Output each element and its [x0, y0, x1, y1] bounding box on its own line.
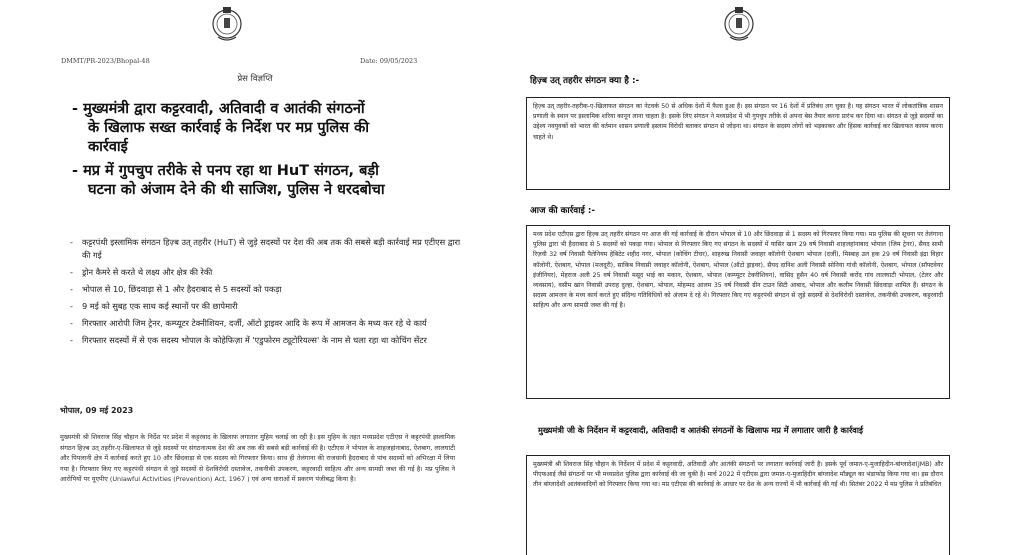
section-title-what-is-hut: हिज़्ब उत् तहरीर संगठन क्या है :- [530, 76, 640, 86]
police-emblem-icon [210, 4, 244, 44]
list-item: - कट्टरपंथी इस्लामिक संगठन हिज़्ब उत् तहरीर (HuT) से जुड़े सदस्यों पर देश की अब तक की सबसे बड़ी कार्रवाई मप्र एटीएस द्वारा की गई [70, 237, 461, 260]
press-release-page-2 [514, 0, 1024, 555]
release-date: Date: 09/05/2023 [360, 57, 418, 65]
section-title-continued-action: मुख्यमंत्री जी के निर्देशन में कट्टरवादी, अतिवादी व आतंकी संगठनों के खिलाफ मप्र में लगातार जारी है कार्रवाई [538, 425, 863, 435]
headline-2: - मप्र में गुपचुप तरीके से पनप रहा था HuT संगठन, बड़ी घटना को अंजाम देने की थी साजिश, पुलिस ने धरदबोचा [72, 163, 385, 198]
section-box-continued-action: मुख्यमंत्री श्री शिवराज सिंह चौहान के निर्देशन में प्रदेश में कट्टरवादी, अतिवादी और आतंकी संगठनों पर लगातार कार्रवाई जारी है। इसके पूर्व जमात-ए-मुजाहिदीन-बांग्लादेश(JMB) और पीएफआई जैसे संगठनों पर भी मध्यप्रदेश पुलिस द्वारा कार्रवाई की जा चुकी है। मार्च 2022 में एटीएस द्वारा जमात-ए-मुजाहिदीन बांग्लादेश मॉड्यूल का भंडाफोड़ किया गया था। इस दौरान तीन बांग्लादेशी आतंकवादियों को गिरफ्तार किया गया था। मप्र एटीएस की कार्रवाई के आधार पर देश के अन्य राज्यों में भी कार्रवाई की गई थी। सितंबर 2022 में मप्र पुलिस ने प्रतिबंधित [526, 455, 950, 555]
section-title-todays-action: आज की कार्रवाई :- [530, 206, 596, 216]
section-box-what-is-hut: हिज़्ब उत् तहरीर-तहरीक-ए-खिलाफत संगठन का नेटवर्क 50 से अधिक देशों में फैला हुआ है। इस संगठन पर 16 देशों में प्रतिबंध लग चुका है। यह संगठन भारत में लोकतांत्रिक शासन प्रणाली के स्थान पर इस्लामिक शरिया कानून लाना चाहता है। इसके लिए संगठन ने मध्यप्रदेश में भी गुपचुप तरीके से अपना बेस तैयार करना प्रारंभ कर दिया था। संगठन से जुड़े सदस्यों का उद्देश्य नवयुवकों को भारत की वर्तमान शासन प्रणाली इस्लाम विरोधी बताकर संगठन से जोड़ना था। संगठन के सदस्य लोगों को भड़काकर और हिंसक कार्रवाई कर खिलाफत कायम करना चाहते थे। [526, 97, 950, 190]
dateline: भोपाल, 09 मई 2023 [60, 406, 134, 415]
list-item: - गिरफ्तार आरोपी जिम ट्रेनर, कम्प्यूटर टेक्नीशियन, दर्जी, ऑटो ड्राइवर आदि के रूप में आमजन के मध्य कर रहे थे कार्य [70, 318, 427, 328]
body-paragraph: मुख्यमंत्री श्री शिवराज सिंह चौहान के निर्देश पर प्रदेश में कट्टरवाद के खिलाफ लगातार मुहिम चलाई जा रही है। इस मुहिम के तहत मध्यप्रदेश एटीएस ने कट्टरपंथी इस्लामिक संगठन हिज़्ब उत् तहरीर-ए-खिलाफत से जुड़े सदस्यों पर संगठनात्मक देश की अब तक की सबसे बड़ी कार्रवाई की है। एटीएस ने भोपाल के शाहजहांनाबाद, ऐशबाग, लालघाटी और पिपलानी क्षेत्र में कार्रवाई करते हुए 10 और छिंदवाड़ा से एक सदस्य को गिरफ्तार किया। साथ ही तेलंगाना की राजधानी हैदराबाद से पांच सदस्यों को अभिरक्षा में लिया गया है। गिरफ्तार किए गए कट्टरपंथी संगठन से जुड़े सदस्यों से देशविरोधी दस्तावेज, तकनीकी उपकरण, कट्टरवादी साहित्य और अन्य सामग्री जब्त की गई है। मप्र पुलिस ने आरोपियों पर यूएपीए (Unlawful Activities (Prevention) Act, 1967 ) एवं अन्य धाराओं में प्रकरण पंजीबद्ध किया है। [60, 433, 455, 484]
list-item: - गिरफ्तार सदस्यों में से एक सदस्य भोपाल के कोहेफिज़ा में 'एडुफोरम ट्यूटोरियल्स' के नाम से चला रहा था कोचिंग सेंटर [70, 335, 427, 345]
headline-1: - मुख्यमंत्री द्वारा कट्टरवादी, अतिवादी व आतंकी संगठनों के खिलाफ सख्त कार्रवाई के निर्देश पर मप्र पुलिस की कार्रवाई [72, 101, 369, 155]
list-item: - 9 मई को सुबह एक साथ कई स्थानों पर की छापेमारी [70, 301, 238, 311]
reference-number: DMMT/PR-2023/Bhopal-48 [61, 57, 150, 65]
key-points-list [70, 236, 470, 351]
list-item: - भोपाल से 10, छिंदवाड़ा से 1 और हैदराबाद से 5 सदस्यों को पकड़ा [70, 284, 282, 294]
document-type: प्रेस विज्ञप्ति [237, 74, 273, 84]
police-emblem-icon [722, 4, 756, 44]
press-release-page-1 [0, 0, 510, 555]
section-box-todays-action: मध्य प्रदेश एटीएस द्वारा हिज़्ब उत् तहरीर संगठन पर आज की गई कार्रवाई के दौरान भोपाल से 10 और छिंदवाड़ा से 1 सदस्य को गिरफ्तार किया गया। मप्र पुलिस की सूचना पर तेलंगाना पुलिस द्वारा भी हैदराबाद से 5 सदस्यों को पकड़ा गया। भोपाल से गिरफ्तार किए गए संगठन के सदस्यों में यासिर खान 29 वर्ष निवासी शाहजहांनाबाद भोपाल (जिम ट्रेनर), सैयद सामी रिज़वी 32 वर्ष निवासी पैलेनियम हेबिटेट शहीद नगर, भोपाल (कोचिंग टीचर), शाहरुख निवासी जवाहर कॉलोनी ऐशबाग भोपाल (दर्जी), मिस्बाह उल हक 29 वर्ष निवासी इंद्रा विहार कॉलोनी, ऐशबाग, भोपाल (मजदूरी), साकिब निवासी जवाहर कॉलोनी, ऐशबाग, भोपाल (ऑटो ड्राइवर), सैयद दानिश अली निवासी सोनिया गांधी कॉलोनी, ऐशबाग, भोपाल (सॉफ्टवेयर इंजीनियर), मेहराज अली 25 वर्ष निवासी मसूद भाई का मकान, ऐशबाग, भोपाल (कम्प्यूटर टेक्नीशियन), वासिद हुसैन 40 वर्ष निवासी करोंद गांव लालघाटी भोपाल, (टेलर और व्यवसाय), वसीम खान निवासी उपराह दुल्हा, ऐशबाग, भोपाल, मोहम्मद आलम 35 वर्ष निवासी ग्रीन टाउन सिटी आबाद, भोपाल और कलीम निवासी छिंदवाड़ा शामिल हैं। संगठन के सदस्य आमजन के मध्य कार्य करते हुए संदिग्ध गतिविधियों को अंजाम दे रहे थे। गिरफ्तार किए गए कट्टरपंथी संगठन से जुड़े सदस्यों से देशविरोधी दस्तावेज, तकनीकी उपकरण, कट्टरवादी साहित्य और अन्य सामग्री जब्त की गई है। [526, 225, 950, 399]
list-item: - ड्रोन कैमरे से करते थे लक्ष्य और क्षेत्र की रेकी [70, 267, 213, 277]
